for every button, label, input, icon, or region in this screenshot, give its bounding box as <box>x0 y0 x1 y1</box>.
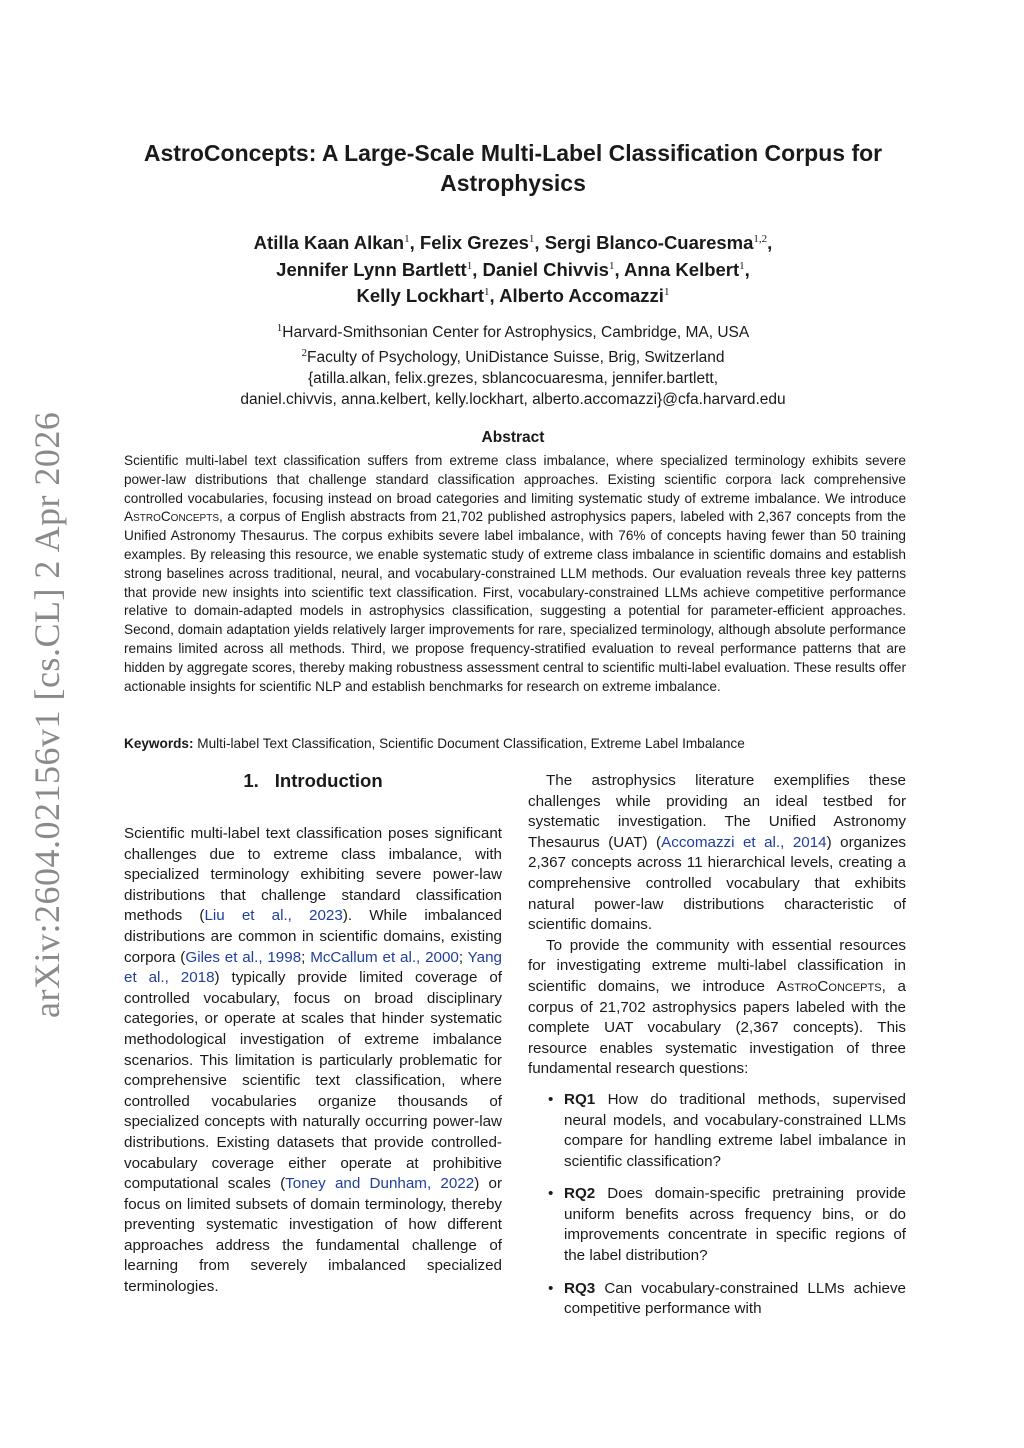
paragraph-text: The astrophysics literature exemplifies these challenges while providing an ideal testbed for systematic investigation. The Unified Astronomy Thesaurus (UAT) ( <box>528 772 906 851</box>
right-column <box>528 771 906 1332</box>
research-question-item <box>528 1090 906 1172</box>
intro-paragraph-3 <box>528 936 906 1080</box>
citation-link[interactable]: Accomazzi et al., 2014 <box>661 833 827 851</box>
author-affiliation-mark: 1 <box>663 286 670 299</box>
research-question-item <box>528 1184 906 1266</box>
bullet-icon: • <box>548 1279 554 1297</box>
citation-link[interactable]: Yang et al., 2018 <box>124 948 502 987</box>
author-list <box>110 228 916 308</box>
author-affiliation-mark: 1 <box>404 233 410 245</box>
affiliation-text: Harvard-Smithsonian Center for Astrophysics, Cambridge, MA, USA <box>282 324 750 342</box>
corpus-name: AstroConcepts <box>124 509 220 525</box>
paragraph-text: , a corpus of 21,702 astrophysics papers labeled with the complete UAT vocabulary (2,367 concepts). This resource enables systematic investigation of three fundamental research questions: <box>528 977 906 1078</box>
section-title: Introduction <box>274 770 383 791</box>
author-name: Atilla Kaan Alkan <box>253 232 405 254</box>
author-emails-line-2: daniel.chivvis, anna.kelbert, kelly.lockhart, alberto.accomazzi}@cfa.harvard.edu <box>240 391 786 409</box>
author-name: Alberto Accomazzi <box>499 285 664 307</box>
author-name: Daniel Chivvis <box>482 258 609 280</box>
affiliation-1 <box>110 318 916 343</box>
paper-title <box>110 138 916 198</box>
paragraph-text: Scientific multi-label text classification poses significant challenges due to extreme class imbalance, with specialized terminology exhibiting severe power-law distributions that challenge standard classification methods ( <box>124 825 502 925</box>
author-line-2: Jennifer Lynn Bartlett$^1$, Daniel Chivvis$^1$, Anna Kelbert$^1$, <box>276 258 750 280</box>
paragraph-text: ) or focus on limited subsets of domain terminology, thereby preventing systematic investigation of how different approaches address the fundamental challenge of learning from severely imbalanced specialized terminologies. <box>124 1175 503 1296</box>
abstract-heading: Abstract <box>481 429 545 446</box>
affiliation-mark: 1 <box>276 322 283 334</box>
arxiv-identifier: arXiv:2604.02156v1 [cs.CL] 2 Apr 2026 <box>27 411 67 1018</box>
abstract-body <box>124 452 906 696</box>
research-question-item <box>528 1279 906 1320</box>
author-line-3: Kelly Lockhart$^1$, Alberto Accomazzi$^1$ <box>356 285 670 307</box>
author-name: Kelly Lockhart <box>356 285 485 307</box>
intro-paragraph-1 <box>124 824 502 1298</box>
paragraph-text: ) typically provide limited coverage of controlled vocabulary, focus on broad disciplinary categories, or operate at scales that hinder systematic methodological investigation of extreme imbalance scenarios. This limitation is particularly problematic for comprehensive scientific text classification, where controlled vocabularies organize thousands of specialized concepts with naturally occurring power-law distributions. Existing datasets that provide controlled-vocabulary coverage either operate at prohibitive computational scales ( <box>124 969 502 1193</box>
author-affiliation-mark: 1 <box>484 286 490 299</box>
research-questions <box>528 1090 906 1320</box>
author-name: Anna Kelbert <box>624 258 740 280</box>
rq-label: RQ2 <box>564 1185 596 1203</box>
keywords <box>124 735 906 753</box>
citation-link[interactable]: Liu et al., 2023 <box>204 907 343 925</box>
citation-separator: ; <box>301 948 311 966</box>
citation-link[interactable]: Giles et al., 1998 <box>185 948 302 966</box>
rq-text: Can vocabulary-constrained LLMs achieve competitive performance with <box>564 1279 906 1318</box>
rq-label: RQ1 <box>564 1090 596 1108</box>
paragraph-text: ). While imbalanced distributions are common in scientific domains, existing corpora ( <box>124 907 502 966</box>
affiliations <box>110 318 916 410</box>
citation-separator: ; <box>458 948 468 966</box>
author-affiliation-mark: 1,2 <box>753 233 768 245</box>
paragraph-text: ) organizes 2,367 concepts across 11 hierarchical levels, creating a comprehensive controlled vocabulary that exhibits natural power-law distributions characteristic of scientific domains. <box>528 833 906 934</box>
abstract-text: , a corpus of English abstracts from 21,702 published astrophysics papers, labeled with 2,367 concepts from the Unified Astronomy Thesaurus. The corpus exhibits severe label imbalance, with 76% of concepts having fewer than 50 training examples. By releasing this resource, we enable systematic study of extreme class imbalance in scientific domains and establish strong baselines across traditional, neural, and vocabulary-constrained LLM methods. Our evaluation reveals three key patterns that provide new insights into scientific text classification. First, vocabulary-constrained LLMs achieve competitive performance relative to domain-adapted models in astrophysics classification, suggesting a potential for parameter-efficient approaches. Second, domain adaptation yields relatively larger improvements for rare, specialized terminology, although absolute performance remains limited across all methods. Third, we propose frequency-stratified evaluation to reveal performance patterns that are hidden by aggregate scores, thereby making robustness assessment central to scientific multi-label evaluation. These results offer actionable insights for scientific NLP and establish benchmarks for research on extreme imbalance. <box>124 509 906 694</box>
title-line-1: AstroConcepts: A Large-Scale Multi-Label Classification Corpus for <box>143 140 883 166</box>
citation-link[interactable]: McCallum et al., 2000 <box>310 948 459 966</box>
title-line-2: Astrophysics <box>440 170 586 196</box>
section-heading-introduction <box>124 768 502 794</box>
author-affiliation-mark: 1 <box>608 259 615 272</box>
corpus-name: AstroConcepts <box>776 977 882 995</box>
affiliation-text: Faculty of Psychology, UniDistance Suisse, Brig, Switzerland <box>306 349 725 367</box>
author-affiliation-mark: 1 <box>466 259 473 272</box>
author-name: Sergi Blanco-Cuaresma <box>544 232 754 254</box>
author-affiliation-mark: 1 <box>528 233 535 245</box>
bullet-icon: • <box>548 1090 554 1108</box>
left-column <box>124 768 502 1298</box>
author-affiliation-mark: 1 <box>739 259 745 272</box>
affiliation-2 <box>110 343 916 368</box>
author-line-1: Atilla Kaan Alkan$^1$, Felix Grezes$^1$, Sergi Blanco-Cuaresma$^{1,2}$, <box>253 232 773 254</box>
paragraph-text: To provide the community with essential resources for investigating extreme multi-label classification in scientific domains, we introduce <box>528 936 906 995</box>
bullet-icon: • <box>548 1185 554 1203</box>
rq-label: RQ3 <box>564 1279 596 1297</box>
section-number: 1. <box>243 770 259 791</box>
citation-link[interactable]: Toney and Dunham, 2022 <box>285 1175 475 1193</box>
keywords-label: Keywords: <box>124 736 194 751</box>
rq-text: Does domain-specific pretraining provide uniform benefits across frequency bins, or do improvements concentrate in specific regions of the label distribution? <box>564 1185 906 1265</box>
author-emails-line-1: {atilla.alkan, felix.grezes, sblancocuaresma, jennifer.bartlett, <box>307 370 719 388</box>
author-name: Felix Grezes <box>419 232 529 254</box>
keywords-text: Multi-label Text Classification, Scientific Document Classification, Extreme Label Imbalance <box>197 736 745 751</box>
abstract-text: Scientific multi-label text classification suffers from extreme class imbalance, where specialized terminology exhibits severe power-law distributions that challenge standard classification approaches. Existing scientific corpora lack comprehensive controlled vocabularies, focusing instead on broad categories and limiting systematic study of extreme imbalance. We introduce <box>124 453 906 506</box>
intro-paragraph-2 <box>528 771 906 936</box>
author-name: Jennifer Lynn Bartlett <box>276 258 467 280</box>
affiliation-mark: 2 <box>301 347 307 360</box>
rq-text: How do traditional methods, supervised neural models, and vocabulary-constrained LLMs compare for handling extreme label imbalance in scientific classification? <box>564 1090 906 1170</box>
